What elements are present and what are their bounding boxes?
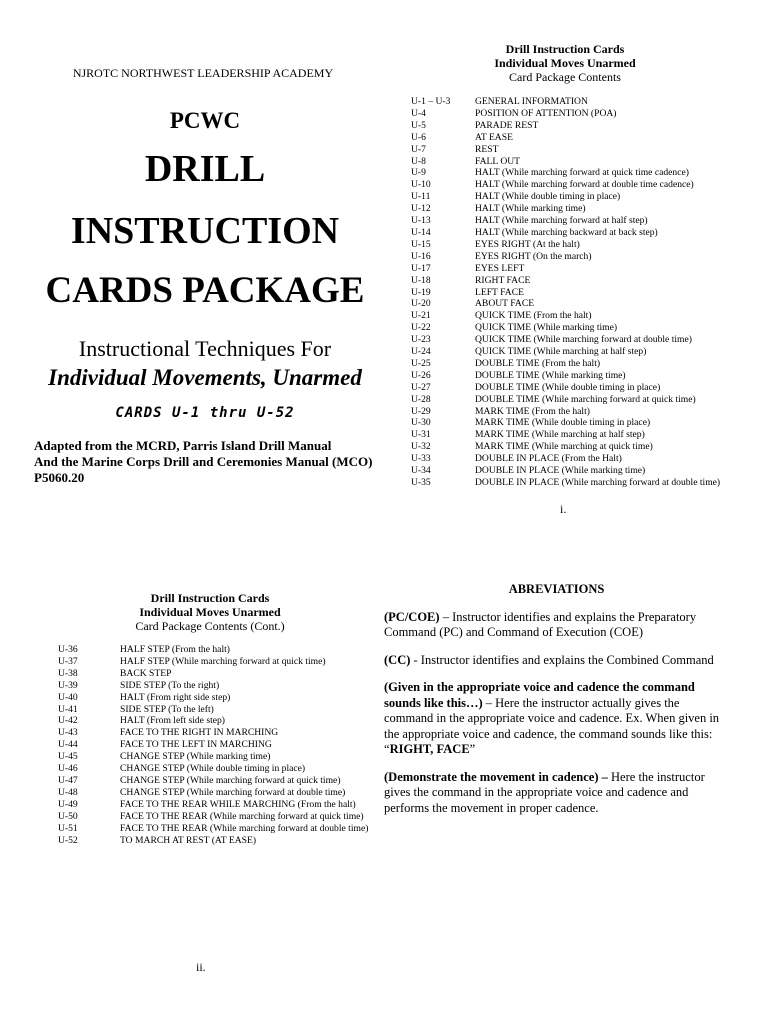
title-line-1: DRILL xyxy=(144,148,266,190)
card-code: U-21 xyxy=(411,310,431,322)
list-item xyxy=(58,704,378,716)
card-title: CHANGE STEP (While double timing in place) xyxy=(120,763,306,775)
card-title: DOUBLE TIME (While marking time) xyxy=(475,369,626,381)
abbreviation-term: (PC/COE) xyxy=(384,609,440,624)
card-code: U-38 xyxy=(58,667,78,679)
list-item xyxy=(58,739,378,751)
card-code: U-42 xyxy=(58,715,78,727)
list-item xyxy=(58,823,378,835)
card-title: FALL OUT xyxy=(475,155,521,167)
card-title: FACE TO THE RIGHT IN MARCHING xyxy=(120,727,279,739)
list-item xyxy=(58,680,378,692)
list-item xyxy=(58,763,378,775)
abbreviation-term: (Demonstrate the movement in cadence) – xyxy=(384,769,608,784)
list-item xyxy=(411,406,721,418)
list-item xyxy=(411,429,721,441)
adapted-line-3: P5060.20 xyxy=(34,470,85,485)
abbreviation-example: RIGHT, FACE xyxy=(389,742,470,756)
card-code: U-46 xyxy=(58,763,78,775)
card-code: U-28 xyxy=(411,393,431,405)
list-item xyxy=(58,644,378,656)
abbreviation-demonstrate xyxy=(384,770,729,817)
card-title: HALT (While marching forward at double time cadence) xyxy=(475,179,694,191)
abbreviations-section xyxy=(384,582,729,828)
card-title: MARK TIME (From the halt) xyxy=(475,405,590,417)
list-item xyxy=(411,215,721,227)
abbreviations-title: ABREVIATIONS xyxy=(508,582,605,596)
contents-cont-caption: Card Package Contents (Cont.) xyxy=(135,619,285,633)
card-title: DOUBLE TIME (While double timing in place) xyxy=(475,381,661,393)
card-title: FACE TO THE REAR (While marching forward at double time) xyxy=(120,822,369,834)
contents-cont-title: Drill Instruction Cards xyxy=(150,591,270,605)
contents-list xyxy=(411,96,721,489)
card-title: REST xyxy=(475,143,499,155)
card-title: AT EASE xyxy=(475,131,513,143)
list-item xyxy=(411,144,721,156)
card-code: U-41 xyxy=(58,703,78,715)
abbreviation-text: - Instructor identifies and explains the Combined Command xyxy=(410,652,714,667)
card-code: U-8 xyxy=(411,155,426,167)
card-code: U-4 xyxy=(411,107,426,119)
card-code: U-50 xyxy=(58,810,78,822)
card-title: HALT (While marking time) xyxy=(475,203,586,215)
card-code: U-35 xyxy=(411,477,431,488)
list-item xyxy=(411,96,721,108)
list-item xyxy=(411,298,721,310)
card-title: DOUBLE IN PLACE (While marching forward at double time) xyxy=(475,477,721,488)
list-item xyxy=(411,346,721,358)
card-code: U-14 xyxy=(411,226,431,238)
card-title: CHANGE STEP (While marching forward at quick time) xyxy=(120,774,341,786)
card-code: U-7 xyxy=(411,143,426,155)
list-item xyxy=(411,191,721,203)
card-title: HALT (While marching backward at back step) xyxy=(475,226,658,238)
list-item xyxy=(58,835,378,847)
abbreviation-text: Here the instructor gives the command in the appropriate voice and cadence and performs the movement in proper cadence. xyxy=(384,769,705,815)
adapted-from-note xyxy=(34,438,379,486)
list-item xyxy=(58,727,378,739)
contents-header xyxy=(440,42,690,84)
abbreviation-text: – Instructor identifies and explains the Preparatory Command (PC) and Command of Execution (COE) xyxy=(384,609,697,639)
card-code: U-18 xyxy=(411,274,431,286)
subtitle-line-2: Individual Movements, Unarmed xyxy=(48,365,362,390)
card-code: U-6 xyxy=(411,131,426,143)
academy-name: NJROTC NORTHWEST LEADERSHIP ACADEMY xyxy=(72,66,334,80)
list-item xyxy=(58,668,378,680)
list-item xyxy=(411,156,721,168)
card-title: GENERAL INFORMATION xyxy=(475,96,588,107)
abbreviation-cc xyxy=(384,653,729,669)
contents-subtitle: Individual Moves Unarmed xyxy=(494,56,636,70)
card-code: U-27 xyxy=(411,381,431,393)
card-code: U-39 xyxy=(58,679,78,691)
card-title: SIDE STEP (To the right) xyxy=(120,679,220,691)
adapted-line-1: Adapted from the MCRD, Parris Island Drill Manual xyxy=(34,438,332,453)
list-item xyxy=(411,167,721,179)
card-title: FACE TO THE REAR WHILE MARCHING (From the halt) xyxy=(120,798,356,810)
program-name: PCWC xyxy=(169,108,241,133)
card-title: EYES LEFT xyxy=(475,262,525,274)
abbreviation-term: (Given in the appropriate voice and cadence the command sounds like this…) xyxy=(384,680,695,710)
card-code: U-12 xyxy=(411,203,431,215)
contents-cont-subtitle: Individual Moves Unarmed xyxy=(139,605,281,619)
card-title: FACE TO THE REAR (While marching forward at quick time) xyxy=(120,810,364,822)
abbreviation-text-after: ” xyxy=(469,742,476,756)
card-title: EYES RIGHT (At the halt) xyxy=(475,238,580,250)
card-code: U-25 xyxy=(411,357,431,369)
card-code: U-32 xyxy=(411,441,431,453)
card-code: U-15 xyxy=(411,238,431,250)
list-item xyxy=(411,287,721,299)
page-number: i. xyxy=(560,502,567,516)
list-item xyxy=(58,656,378,668)
list-item xyxy=(411,275,721,287)
contents-cont-list xyxy=(58,644,378,846)
list-item xyxy=(411,132,721,144)
card-code: U-26 xyxy=(411,369,431,381)
subtitle-line-1: Instructional Techniques For xyxy=(78,336,332,361)
list-item xyxy=(411,334,721,346)
cards-range: CARDS U-1 thru U-52 xyxy=(115,405,295,421)
card-title: QUICK TIME (While marching forward at double time) xyxy=(475,334,692,346)
card-title: DOUBLE IN PLACE (While marking time) xyxy=(475,465,646,477)
card-title: HALT (From right side step) xyxy=(120,691,231,703)
abbreviation-term: (CC) xyxy=(384,652,411,667)
list-item xyxy=(411,465,721,477)
list-item xyxy=(58,811,378,823)
card-code: U-10 xyxy=(411,179,431,191)
card-code: U-52 xyxy=(58,834,78,846)
list-item xyxy=(411,239,721,251)
list-item xyxy=(411,382,721,394)
card-code: U-1 – U-3 xyxy=(411,96,451,107)
list-item xyxy=(58,799,378,811)
card-code: U-45 xyxy=(58,751,78,763)
card-title: LEFT FACE xyxy=(475,286,524,298)
card-title: QUICK TIME (While marching at half step) xyxy=(475,346,647,358)
card-title: FACE TO THE LEFT IN MARCHING xyxy=(120,739,272,751)
card-code: U-30 xyxy=(411,417,431,429)
list-item xyxy=(411,203,721,215)
list-item xyxy=(411,394,721,406)
card-code: U-5 xyxy=(411,119,426,131)
card-title: DOUBLE TIME (While marching forward at quick time) xyxy=(475,393,696,405)
card-title: MARK TIME (While marching at quick time) xyxy=(475,441,653,453)
card-code: U-23 xyxy=(411,334,431,346)
card-code: U-9 xyxy=(411,167,426,179)
card-title: RIGHT FACE xyxy=(475,274,531,286)
list-item xyxy=(411,263,721,275)
card-title: SIDE STEP (To the left) xyxy=(120,703,214,715)
card-title: EYES RIGHT (On the march) xyxy=(475,250,592,262)
list-item xyxy=(411,477,721,489)
card-title: HALT (From left side step) xyxy=(120,715,225,727)
title-line-2: INSTRUCTION xyxy=(70,210,340,252)
card-code: U-48 xyxy=(58,786,78,798)
card-title: HALF STEP (While marching forward at quick time) xyxy=(120,655,326,667)
list-item xyxy=(411,358,721,370)
card-title: QUICK TIME (From the halt) xyxy=(475,310,592,322)
list-item xyxy=(411,108,721,120)
page-number: ii. xyxy=(196,960,206,974)
card-code: U-51 xyxy=(58,822,78,834)
card-title: CHANGE STEP (While marking time) xyxy=(120,751,271,763)
card-code: U-36 xyxy=(58,644,78,655)
list-item xyxy=(411,441,721,453)
list-item xyxy=(58,775,378,787)
card-title: TO MARCH AT REST (AT EASE) xyxy=(120,834,257,846)
abbreviation-given xyxy=(384,680,729,758)
list-item xyxy=(58,787,378,799)
card-title: HALT (While double timing in place) xyxy=(475,191,621,203)
contents-cont-header xyxy=(120,591,300,633)
card-title: ABOUT FACE xyxy=(475,298,535,310)
card-code: U-49 xyxy=(58,798,78,810)
card-code: U-29 xyxy=(411,405,431,417)
abbreviation-text: – Here the instructor actually gives the command in the appropriate voice and cadence. Ex. When given in the appropriate voice and cadence, the command sounds like this: “ xyxy=(384,695,720,756)
card-title: HALF STEP (From the halt) xyxy=(120,644,230,655)
contents-title: Drill Instruction Cards xyxy=(505,42,625,56)
card-code: U-43 xyxy=(58,727,78,739)
card-code: U-11 xyxy=(411,191,431,203)
card-code: U-17 xyxy=(411,262,431,274)
card-title: CHANGE STEP (While marching forward at double time) xyxy=(120,786,346,798)
card-code: U-31 xyxy=(411,429,431,441)
list-item xyxy=(411,322,721,334)
abbreviation-pc-coe xyxy=(384,610,729,641)
card-code: U-20 xyxy=(411,298,431,310)
list-item xyxy=(411,120,721,132)
card-title: DOUBLE TIME (From the halt) xyxy=(475,357,601,369)
card-title: POSITION OF ATTENTION (POA) xyxy=(475,107,617,119)
card-title: DOUBLE IN PLACE (From the Halt) xyxy=(475,453,622,465)
card-code: U-40 xyxy=(58,691,78,703)
card-code: U-22 xyxy=(411,322,431,334)
card-code: U-34 xyxy=(411,465,431,477)
card-code: U-44 xyxy=(58,739,78,751)
list-item xyxy=(58,692,378,704)
list-item xyxy=(411,417,721,429)
list-item xyxy=(411,179,721,191)
title-line-3: CARDS PACKAGE xyxy=(45,270,365,311)
list-item xyxy=(411,310,721,322)
card-title: MARK TIME (While marching at half step) xyxy=(475,429,645,441)
card-code: U-13 xyxy=(411,215,431,227)
list-item xyxy=(58,715,378,727)
card-code: U-33 xyxy=(411,453,431,465)
list-item xyxy=(411,453,721,465)
adapted-line-2: And the Marine Corps Drill and Ceremonies Manual (MCO) xyxy=(34,454,373,469)
list-item xyxy=(411,251,721,263)
card-title: HALT (While marching forward at half step) xyxy=(475,215,648,227)
list-item xyxy=(411,227,721,239)
list-item xyxy=(58,751,378,763)
card-code: U-37 xyxy=(58,655,78,667)
card-code: U-19 xyxy=(411,286,431,298)
card-title: BACK STEP xyxy=(120,667,172,679)
card-title: PARADE REST xyxy=(475,119,539,131)
card-code: U-16 xyxy=(411,250,431,262)
card-code: U-47 xyxy=(58,774,78,786)
card-title: HALT (While marching forward at quick time cadence) xyxy=(475,167,689,179)
contents-caption: Card Package Contents xyxy=(509,70,621,84)
card-title: QUICK TIME (While marking time) xyxy=(475,322,618,334)
list-item xyxy=(411,370,721,382)
card-code: U-24 xyxy=(411,346,431,358)
card-title: MARK TIME (While double timing in place) xyxy=(475,417,651,429)
